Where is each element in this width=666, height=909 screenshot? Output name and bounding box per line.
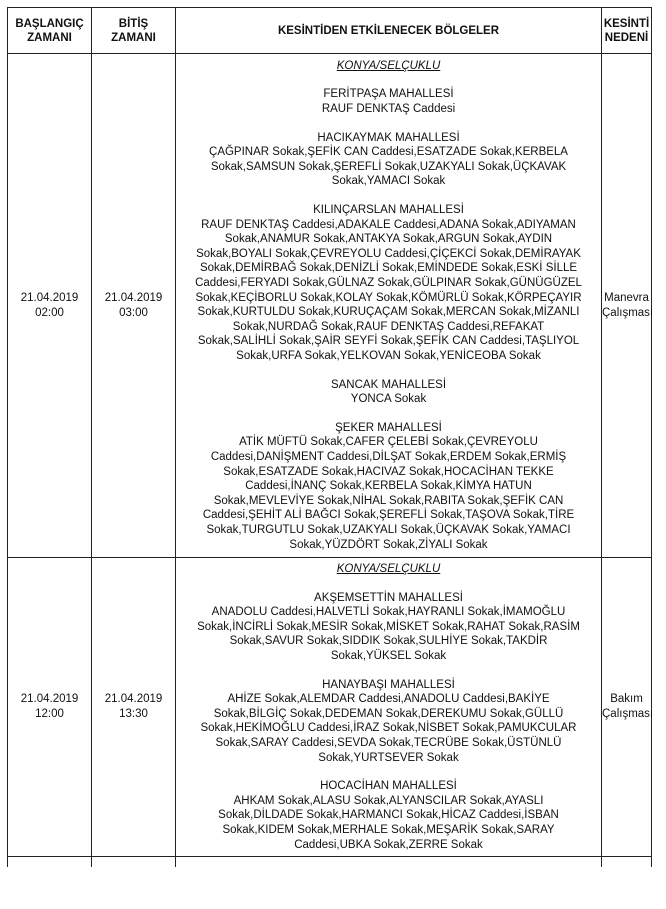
reason-cell: Bakım Çalışması	[602, 558, 652, 857]
region-name: KONYA/SELÇUKLU	[336, 59, 441, 72]
header-affected-areas: KESİNTİDEN ETKİLENECEK BÖLGELER	[176, 8, 602, 54]
table-row	[8, 54, 652, 558]
affected-areas-cell	[176, 54, 602, 558]
street-list-line: Caddesi,ŞEHİT ALİ BAĞCI Sokak,ŞEREFLİ Sokak,TAŞOVA Sokak,TİRE	[202, 509, 575, 522]
street-list-line: Caddesi,FERYADI Sokak,GÜLNAZ Sokak,GÜLPINAR Sokak,GÜNÜGÜZEL	[195, 277, 582, 290]
neighborhood-name: AKŞEMSETTİN MAHALLESİ	[314, 591, 463, 604]
street-list-line: Sokak,BİLGİÇ Sokak,DEDEMAN Sokak,DEREKUMU Sokak,GÜLLÜ	[213, 707, 564, 720]
neighborhood-block	[176, 678, 601, 766]
affected-areas-cell	[176, 558, 602, 857]
header-reason: KESİNTİ NEDENİ	[602, 8, 652, 54]
neighborhood-name: KILINÇARSLAN MAHALLESİ	[313, 204, 464, 217]
street-list-line: Sokak,DEMİRBAĞ Sokak,DENİZLİ Sokak,EMİNDEDE Sokak,ESKİ SİLLE	[199, 262, 578, 275]
outage-table	[7, 7, 652, 867]
street-list-line: ATİK MÜFTÜ Sokak,CAFER ÇELEBİ Sokak,ÇEVREYOLU	[239, 436, 538, 449]
street-list-line: Sokak,URFA Sokak,YELKOVAN Sokak,YENİCEOBA Sokak	[236, 349, 541, 362]
street-list-line: Sokak,İNCİRLİ Sokak,MESİR Sokak,MİSKET Sokak,RAHAT Sokak,RASİM	[197, 620, 580, 633]
street-list-line: RAUF DENKTAŞ Caddesi	[321, 103, 456, 116]
street-list-line: Sokak,NURDAĞ Sokak,RAUF DENKTAŞ Caddesi,REFAKAT	[232, 320, 545, 333]
street-list-line: Caddesi,DANİŞMENT Caddesi,DİLŞAT Sokak,ERDEM Sokak,ERMİŞ	[210, 450, 567, 463]
header-end-time: BİTİŞ ZAMANI	[92, 8, 176, 54]
street-list-line: Sokak,SAMSUN Sokak,ŞEREFLİ Sokak,UZAKYALI Sokak,ÜÇKAVAK	[210, 160, 567, 173]
neighborhood-name: SANCAK MAHALLESİ	[330, 378, 447, 391]
neighborhood-block	[176, 378, 601, 407]
region-name: KONYA/SELÇUKLU	[336, 563, 441, 575]
neighborhood-block	[176, 203, 601, 364]
street-list-line: Sokak,SARAY Caddesi,SEVDA Sokak,TECRÜBE Sokak,ÜSTÜNLÜ	[215, 736, 562, 749]
neighborhood-block	[176, 131, 601, 189]
header-row	[8, 8, 652, 54]
street-list-line: Sokak,HEKİMOĞLU Caddesi,İRAZ Sokak,NİSBET Sokak,PAMUKCULAR	[200, 722, 577, 735]
street-list-line: Sokak,TURGUTLU Sokak,UZAKYALI Sokak,ÜÇKAVAK Sokak,YAMACI	[206, 523, 571, 536]
street-list-line: AHKAM Sokak,ALASU Sokak,ALYANSCILAR Sokak,AYASLI	[233, 794, 544, 807]
street-list-line: Sokak,YAMACI Sokak	[331, 175, 446, 188]
street-list-line: Sokak,KEÇİBORLU Sokak,KOLAY Sokak,KÖMÜRLÜ Sokak,KÖRPEÇAYIR	[195, 291, 582, 304]
street-list-line: Sokak,YURTSEVER Sokak	[318, 751, 459, 764]
reason-cell: Manevra Çalışması	[602, 54, 652, 558]
street-list-line: Sokak,BOYALI Sokak,ÇEVREYOLU Caddesi,ÇİÇEKCİ Sokak,DEMİRAYAK	[196, 247, 581, 260]
street-list-line: Sokak,YÜZDÖRT Sokak,ZİYALI Sokak	[289, 538, 488, 551]
neighborhood-block	[176, 779, 601, 852]
street-list-line: Sokak,ESATZADE Sokak,HACIVAZ Sokak,HOCACİHAN TEKKE	[223, 465, 554, 478]
street-list-line: ANADOLU Caddesi,HALVETLİ Sokak,HAYRANLI Sokak,İMAMOĞLU	[211, 606, 566, 619]
end-time-cell: 21.04.2019 03:00	[92, 54, 176, 558]
neighborhood-name: HANAYBAŞI MAHALLESİ	[322, 678, 455, 691]
street-list-line: Sokak,YÜKSEL Sokak	[330, 649, 447, 662]
street-list-line: RAUF DENKTAŞ Caddesi,ADAKALE Caddesi,ADANA Sokak,ADIYAMAN	[201, 218, 576, 231]
neighborhood-block	[176, 87, 601, 116]
neighborhood-name: HOCACİHAN MAHALLESİ	[320, 780, 457, 793]
street-list-line: Caddesi,İNANÇ Sokak,KERBELA Sokak,KİMYA HATUN	[245, 480, 532, 493]
street-list-line: Sokak,SALİHLİ Sokak,ŞAİR SEYFİ Sokak,ŞEFİK CAN Caddesi,TAŞLIYOL	[197, 335, 580, 348]
street-list-line: Sokak,SAVUR Sokak,SIDDIK Sokak,SULHİYE Sokak,TAKDİR	[229, 635, 548, 648]
neighborhood-name: ŞEKER MAHALLESİ	[335, 421, 442, 434]
street-list-line: Sokak,KIDEM Sokak,MERHALE Sokak,MEŞARİK Sokak,SARAY	[222, 823, 555, 836]
start-time-cell: 21.04.2019 12:00	[8, 558, 92, 857]
table-row	[8, 558, 652, 857]
neighborhood-name: FERİTPAŞA MAHALLESİ	[323, 88, 454, 101]
street-list-line: Sokak,ANAMUR Sokak,ANTAKYA Sokak,ARGUN Sokak,AYDIN	[224, 233, 553, 246]
end-time-cell: 21.04.2019 13:30	[92, 558, 176, 857]
street-list-line: AHİZE Sokak,ALEMDAR Caddesi,ANADOLU Caddesi,BAKİYE	[227, 693, 550, 706]
street-list-line: YONCA Sokak	[350, 393, 427, 406]
street-list-line: ÇAĞPINAR Sokak,ŞEFİK CAN Caddesi,ESATZADE Sokak,KERBELA	[209, 146, 568, 159]
header-start-time: BAŞLANGIÇ ZAMANI	[8, 8, 92, 54]
table-row-empty	[8, 857, 652, 868]
street-list-line: Caddesi,UBKA Sokak,ZERRE Sokak	[294, 838, 483, 851]
street-list-line: Sokak,MEVLEVİYE Sokak,NİHAL Sokak,RABITA Sokak,ŞEFİK CAN	[213, 494, 564, 507]
neighborhood-name: HACIKAYMAK MAHALLESİ	[317, 131, 460, 144]
street-list-line: Sokak,KURTULDU Sokak,KURUÇAÇAM Sokak,MERCAN Sokak,MİZANLI	[197, 306, 580, 319]
street-list-line: Sokak,DİLDADE Sokak,HARMANCI Sokak,HİCAZ Caddesi,İSBAN	[218, 809, 559, 822]
neighborhood-block	[176, 591, 601, 664]
neighborhood-block	[176, 421, 601, 552]
start-time-cell: 21.04.2019 02:00	[8, 54, 92, 558]
